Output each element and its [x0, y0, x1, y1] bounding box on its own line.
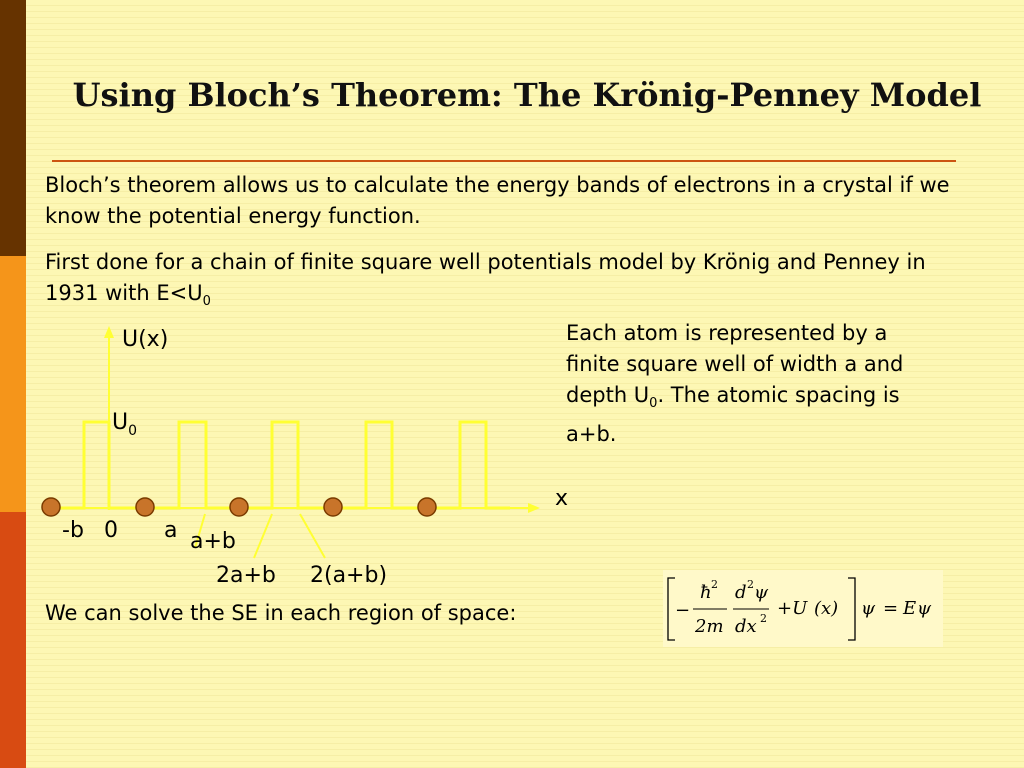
x-axis-label: x — [555, 486, 569, 511]
label-a-plus-b: a+b — [190, 529, 236, 554]
equation-graphic — [663, 570, 943, 647]
label-2a-plus-2b: 2(a+b) — [310, 563, 388, 588]
psi-numerator: ψ — [754, 582, 769, 603]
schrodinger-equation — [663, 570, 943, 647]
energy-e: E — [903, 598, 917, 619]
atom-marker — [136, 498, 154, 516]
psi-rhs: ψ — [917, 598, 932, 619]
d-symbol: d — [735, 582, 747, 603]
psi-operand: ψ — [861, 598, 876, 619]
y-axis-label: U(x) — [122, 327, 169, 352]
history-text: First done for a chain of finite square well potentials model by Krönig and Penney in 1931 with E<U — [45, 250, 926, 305]
atom-marker — [418, 498, 436, 516]
y-axis-arrowhead — [104, 326, 114, 338]
atom-marker — [324, 498, 342, 516]
plus-u: +U — [777, 598, 808, 619]
left-bracket — [668, 578, 675, 640]
right-bracket — [848, 578, 855, 640]
pointer-2a-plus-2b — [300, 514, 325, 558]
atom-marker — [230, 498, 248, 516]
atom-note-subscript: 0 — [649, 396, 658, 412]
intro-paragraph: Bloch’s theorem allows us to calculate the energy bands of electrons in a crystal if we know the potential energy function. — [45, 173, 950, 228]
atom-note-text-1: Each atom is represented by a finite square well of width a and depth U — [566, 321, 904, 407]
atom-note-text-2: . The atomic spacing is a+b. — [566, 383, 900, 447]
label-2a-plus-b: 2a+b — [216, 563, 276, 588]
minus-sign: − — [675, 600, 691, 621]
hbar: ħ — [700, 582, 712, 603]
x-axis-arrowhead — [528, 503, 540, 513]
atom-marker — [42, 498, 60, 516]
history-subscript: 0 — [202, 294, 211, 310]
label-neg-b: -b — [62, 518, 84, 543]
dx-exponent: 2 — [760, 612, 767, 625]
pointer-2a-plus-b — [254, 514, 272, 558]
dx-symbol: dx — [735, 616, 757, 637]
hbar-exponent: 2 — [711, 578, 718, 591]
u0-label: $U_0$ — [112, 410, 138, 439]
solve-text: We can solve the SE in each region of space: — [45, 601, 517, 625]
slide-title: Using Bloch’s Theorem: The Krönig-Penney Model — [72, 76, 982, 114]
two-m: 2m — [695, 616, 724, 637]
label-a: a — [164, 518, 178, 543]
u-argument: (x) — [814, 598, 839, 619]
label-zero: 0 — [104, 518, 118, 543]
equals-sign: = — [883, 598, 899, 619]
d-exponent: 2 — [747, 578, 754, 591]
